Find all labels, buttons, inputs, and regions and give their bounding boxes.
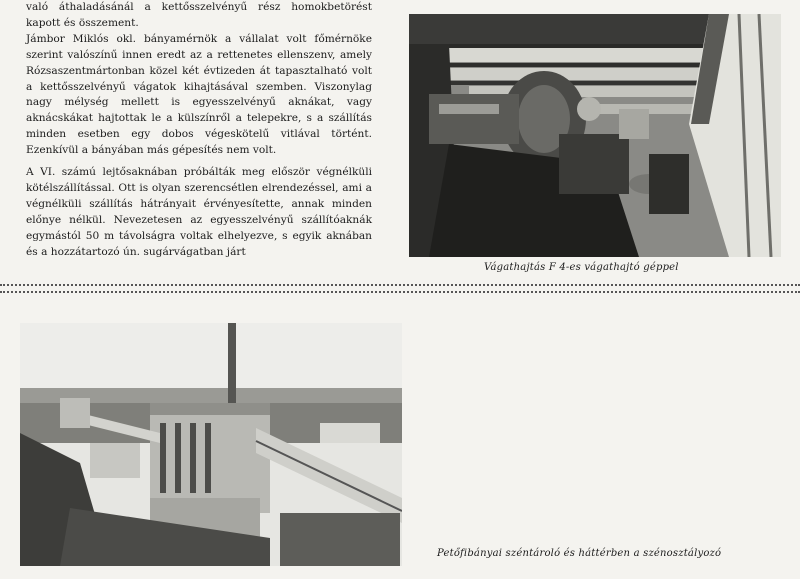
dotted-divider bbox=[0, 291, 800, 293]
paragraph: Jámbor Miklós okl. bányamérnök a vállalat volt főmérnöke szerint valószínű innen eredt az a rettenetes ellenszenv, amely Rózsaszentmártonban közel két évtizeden át tapasztalható volt a kettősszelvényű vágatok kihajtásával szemben. Viszonylag nagy mélység mellett is egyesszelvényű aknákat, vagy aknácskákat hajtottak le a külszínről a telepekre, s a szállítás minden esetben egy dobos végeskötelű vitlával történt. Ezenkívül a bányában más gépesítés nem volt. bbox=[26, 32, 372, 157]
dotted-divider bbox=[0, 284, 800, 286]
coal-storage-photo bbox=[20, 323, 402, 566]
paragraph: A VI. számú lejtősaknában próbálták meg először végnélküli kötélszállítással. Ott is olyan szerencsétlen elrendezéssel, ami a végnélküli szállítás hátrányait érvényesítette, annak minden előnye nélkül. Nevezetesen az egyesszelvényű szállítóaknák egymástól 50 m távolságra voltak elhelyezve, s egyik aknában és a hozzátartozó ún. sugárvágatban járt bbox=[26, 166, 372, 258]
top-photo-caption: Vágathajtás F 4-es vágathajtó géppel bbox=[484, 262, 679, 273]
article-text bbox=[26, 0, 372, 261]
tunnel-machine-photo bbox=[409, 14, 781, 257]
paragraph: való áthaladásánál a kettősszelvényű rész homokbetörést kapott és összement. bbox=[26, 1, 372, 29]
bottom-photo-caption: Petőfibányai széntároló és háttérben a szénosztályozó bbox=[437, 548, 722, 559]
